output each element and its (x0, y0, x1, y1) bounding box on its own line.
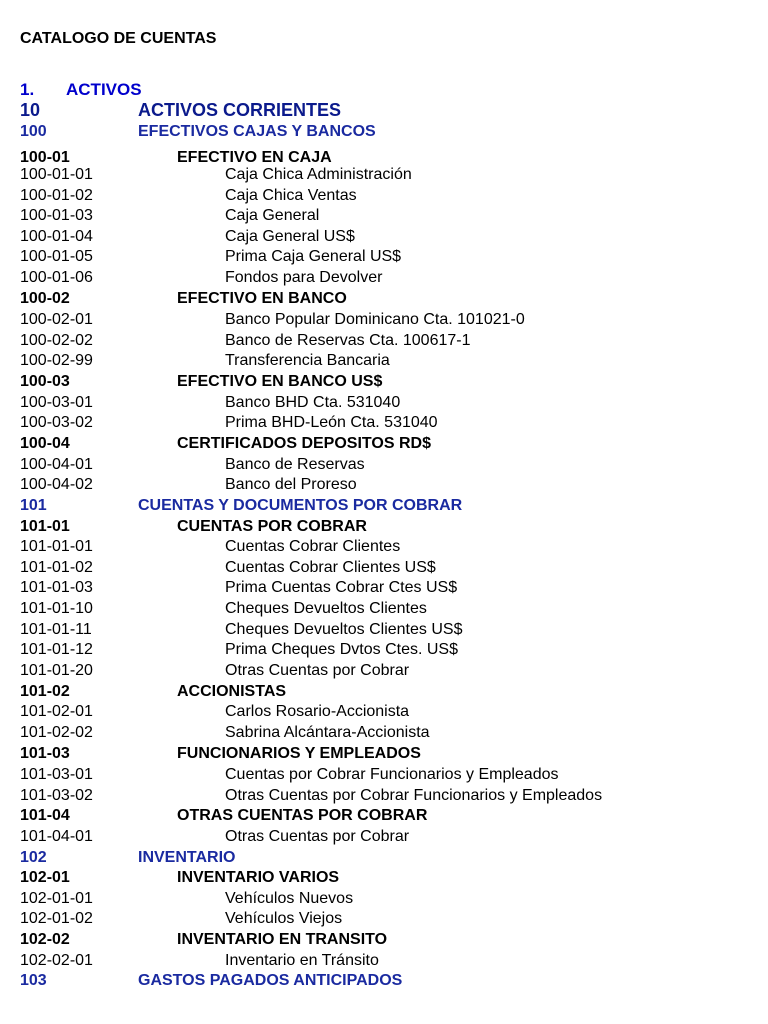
account-name: Banco de Reservas (225, 456, 365, 473)
account-name: Otras Cuentas por Cobrar Funcionarios y Empleados (225, 787, 603, 804)
account-name: INVENTARIO EN TRANSITO (177, 931, 388, 948)
account-code: 101-02-01 (20, 703, 93, 720)
account-name: EFECTIVOS CAJAS Y BANCOS (138, 123, 376, 140)
account-code: 100-03-02 (20, 414, 93, 431)
account-code: 101-04 (20, 807, 70, 824)
account-name: Cuentas Cobrar Clientes (225, 538, 401, 555)
account-code: 100-01 (20, 149, 70, 166)
account-name: Prima Caja General US$ (225, 248, 402, 265)
account-name: EFECTIVO EN BANCO (177, 290, 347, 307)
account-code: 101-01-11 (20, 621, 92, 638)
account-name: ACTIVOS (66, 80, 142, 99)
account-code: 101-01-12 (20, 641, 93, 658)
account-name: Prima Cheques Dvtos Ctes. US$ (225, 641, 458, 658)
account-code: 102-01-01 (20, 890, 93, 907)
account-code: 100 (20, 123, 47, 140)
account-code: 100-02-02 (20, 332, 93, 349)
account-code: 101-02-02 (20, 724, 93, 741)
account-code: 100-01-02 (20, 187, 93, 204)
account-name: EFECTIVO EN CAJA (177, 149, 332, 166)
account-code: 102-02 (20, 931, 70, 948)
account-code: 100-03 (20, 373, 70, 390)
account-name: GASTOS PAGADOS ANTICIPADOS (138, 972, 403, 989)
account-name: CUENTAS Y DOCUMENTOS POR COBRAR (138, 497, 463, 514)
account-code: 10 (20, 100, 41, 120)
account-code: 100-01-01 (20, 166, 93, 183)
account-name: Cheques Devueltos Clientes US$ (225, 621, 463, 638)
account-code: 101-01-20 (20, 662, 93, 679)
account-name: OTRAS CUENTAS POR COBRAR (177, 807, 428, 824)
account-code: 101-02 (20, 683, 70, 700)
account-name: Vehículos Nuevos (225, 890, 354, 907)
account-name: INVENTARIO (138, 849, 236, 866)
account-name: CUENTAS POR COBRAR (177, 518, 367, 535)
account-code: 100-01-05 (20, 248, 93, 265)
account-code: 100-04-02 (20, 476, 93, 493)
account-name: Transferencia Bancaria (225, 352, 390, 369)
account-name: Carlos Rosario-Accionista (225, 703, 410, 720)
account-name: Cuentas Cobrar Clientes US$ (225, 559, 436, 576)
account-code: 102-02-01 (20, 952, 93, 969)
account-name: Banco del Proreso (225, 476, 357, 493)
account-name: Inventario en Tránsito (225, 952, 379, 969)
account-code: 100-04-01 (20, 456, 93, 473)
account-name: Otras Cuentas por Cobrar (225, 662, 410, 679)
account-name: Fondos para Devolver (225, 269, 383, 286)
account-name: Caja General (225, 207, 320, 224)
account-name: Prima BHD-León Cta. 531040 (225, 414, 438, 431)
account-name: Caja Chica Ventas (225, 187, 357, 204)
account-code: 101-01-03 (20, 579, 93, 596)
account-code: 1. (20, 80, 35, 99)
account-code: 101-01-02 (20, 559, 93, 576)
account-code: 100-01-06 (20, 269, 93, 286)
account-code: 101-01 (20, 518, 70, 535)
account-code: 102 (20, 849, 47, 866)
account-code: 100-02 (20, 290, 70, 307)
account-name: ACTIVOS CORRIENTES (138, 100, 342, 120)
account-name: Caja General US$ (225, 228, 355, 245)
account-code: 101-01-01 (20, 538, 93, 555)
account-code: 102-01 (20, 869, 70, 886)
account-name: Cuentas por Cobrar Funcionarios y Empleados (225, 766, 559, 783)
account-name: Vehículos Viejos (225, 910, 343, 927)
document-title: CATALOGO DE CUENTAS (20, 30, 217, 47)
account-name: ACCIONISTAS (177, 683, 287, 700)
account-code: 101-03 (20, 745, 70, 762)
account-code: 100-04 (20, 435, 70, 452)
account-name: Caja Chica Administración (225, 166, 412, 183)
account-name: Cheques Devueltos Clientes (225, 600, 427, 617)
account-code: 100-02-99 (20, 352, 93, 369)
account-name: Otras Cuentas por Cobrar (225, 828, 410, 845)
account-name: Banco Popular Dominicano Cta. 101021-0 (225, 311, 525, 328)
account-code: 100-01-03 (20, 207, 93, 224)
account-code: 102-01-02 (20, 910, 93, 927)
account-code: 101-03-01 (20, 766, 93, 783)
account-code: 101-04-01 (20, 828, 93, 845)
account-code: 101 (20, 497, 47, 514)
account-code: 101-03-02 (20, 787, 93, 804)
account-name: Prima Cuentas Cobrar Ctes US$ (225, 579, 458, 596)
account-name: INVENTARIO VARIOS (177, 869, 340, 886)
account-code: 100-01-04 (20, 228, 93, 245)
account-code: 101-01-10 (20, 600, 93, 617)
account-code: 103 (20, 972, 47, 989)
account-name: EFECTIVO EN BANCO US$ (177, 373, 383, 390)
account-name: FUNCIONARIOS Y EMPLEADOS (177, 745, 421, 762)
account-name: CERTIFICADOS DEPOSITOS RD$ (177, 435, 431, 452)
account-name: Banco de Reservas Cta. 100617-1 (225, 332, 471, 349)
account-name: Banco BHD Cta. 531040 (225, 394, 401, 411)
account-name: Sabrina Alcántara-Accionista (225, 724, 430, 741)
account-code: 100-03-01 (20, 394, 93, 411)
account-code: 100-02-01 (20, 311, 93, 328)
